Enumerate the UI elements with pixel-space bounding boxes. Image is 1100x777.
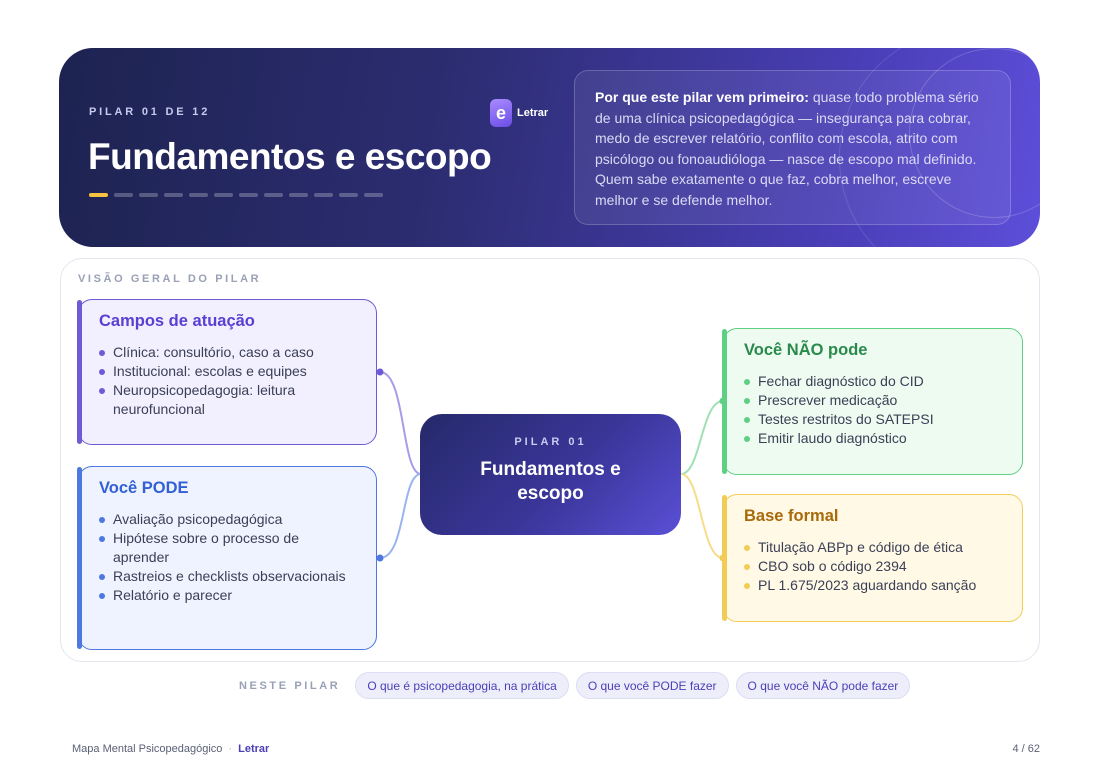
progress-dash	[189, 193, 208, 197]
list-item: Relatório e parecer	[99, 586, 356, 605]
progress-dash	[239, 193, 258, 197]
pillar-hero	[59, 48, 1040, 247]
list-item: Rastreios e checklists observacionais	[99, 567, 356, 586]
connector-campos	[380, 372, 421, 474]
footer-doc-title: Mapa Mental Psicopedagógico	[72, 743, 223, 755]
list-item: Avaliação psicopedagógica	[99, 510, 356, 529]
panel-label: VISÃO GERAL DO PILAR	[78, 273, 262, 285]
progress-dash	[114, 193, 133, 197]
letrar-logo-icon: e	[490, 99, 512, 127]
center-eyebrow: PILAR 01	[514, 436, 587, 448]
progress-dash	[364, 193, 383, 197]
in-this-pillar-nav	[239, 672, 910, 699]
center-node	[420, 414, 681, 535]
connector-nao-pode	[681, 401, 723, 474]
list-item: Hipótese sobre o processo de aprender	[99, 529, 356, 567]
card-title: Base formal	[744, 507, 839, 525]
card-base-formal	[723, 494, 1023, 622]
footer-doc-info	[72, 743, 269, 755]
why-lead: Por que este pilar vem primeiro:	[595, 89, 809, 105]
connector-base	[681, 474, 723, 558]
pillar-overview-panel	[60, 258, 1040, 662]
list-item: PL 1.675/2023 aguardando sanção	[744, 576, 1002, 595]
card-list	[744, 372, 1002, 448]
list-item: Neuropsicopedagogia: leitura neurofuncional	[99, 381, 356, 419]
progress-dash	[339, 193, 358, 197]
card-title: Você PODE	[99, 479, 189, 497]
footer-separator: ·	[228, 743, 233, 755]
progress-dash	[214, 193, 233, 197]
brand-logo	[490, 99, 548, 127]
card-list	[99, 510, 356, 605]
center-title: Fundamentos e escopo	[480, 459, 621, 504]
list-item: Institucional: escolas e equipes	[99, 362, 356, 381]
brand-name: Letrar	[517, 107, 549, 119]
list-item: Fechar diagnóstico do CID	[744, 372, 1002, 391]
chip-o-que-voce-pode-fazer[interactable]: O que você PODE fazer	[576, 672, 729, 699]
card-voce-pode	[78, 466, 377, 650]
chip-o-que-voce-nao-pode-fazer[interactable]: O que você NÃO pode fazer	[736, 672, 911, 699]
footer-brand: Letrar	[238, 743, 270, 755]
progress-dash	[289, 193, 308, 197]
page-title: Fundamentos e escopo	[88, 136, 492, 177]
connector-dot	[377, 369, 384, 376]
progress-dash	[164, 193, 183, 197]
progress-dash	[314, 193, 333, 197]
card-list	[99, 343, 356, 419]
connector-pode	[380, 474, 421, 558]
chips-label: NESTE PILAR	[239, 679, 341, 692]
list-item: Titulação ABPp e código de ética	[744, 538, 1002, 557]
progress-dash	[139, 193, 158, 197]
connector-dot	[377, 555, 384, 562]
list-item: Testes restritos do SATEPSI	[744, 410, 1002, 429]
list-item: Clínica: consultório, caso a caso	[99, 343, 356, 362]
list-item: Prescrever medicação	[744, 391, 1002, 410]
card-title: Campos de atuação	[99, 312, 255, 330]
card-campos-de-atuacao	[78, 299, 377, 445]
card-voce-nao-pode	[723, 328, 1023, 475]
why-text: quase todo problema sério de uma clínica psicopedagógica — insegurança para cobrar, medo de escrever relatório, conflito com escola, atrito com psicólogo ou fonoaudióloga — nasce de escopo mal definido. Quem sabe exatamente o que faz, cobra melhor, escreve melhor e se defende melhor.	[595, 89, 979, 208]
card-title: Você NÃO pode	[744, 341, 868, 359]
card-list	[744, 538, 1002, 595]
progress-dash-active	[89, 193, 108, 197]
page-number: 4 / 62	[1012, 743, 1040, 755]
progress-dash	[264, 193, 283, 197]
why-first-callout	[574, 70, 1011, 225]
chip-o-que-e-psicopedagogia[interactable]: O que é psicopedagogia, na prática	[355, 672, 568, 699]
list-item: CBO sob o código 2394	[744, 557, 1002, 576]
list-item: Emitir laudo diagnóstico	[744, 429, 1002, 448]
pillar-progress	[89, 193, 383, 197]
pillar-counter: PILAR 01 DE 12	[89, 106, 211, 118]
